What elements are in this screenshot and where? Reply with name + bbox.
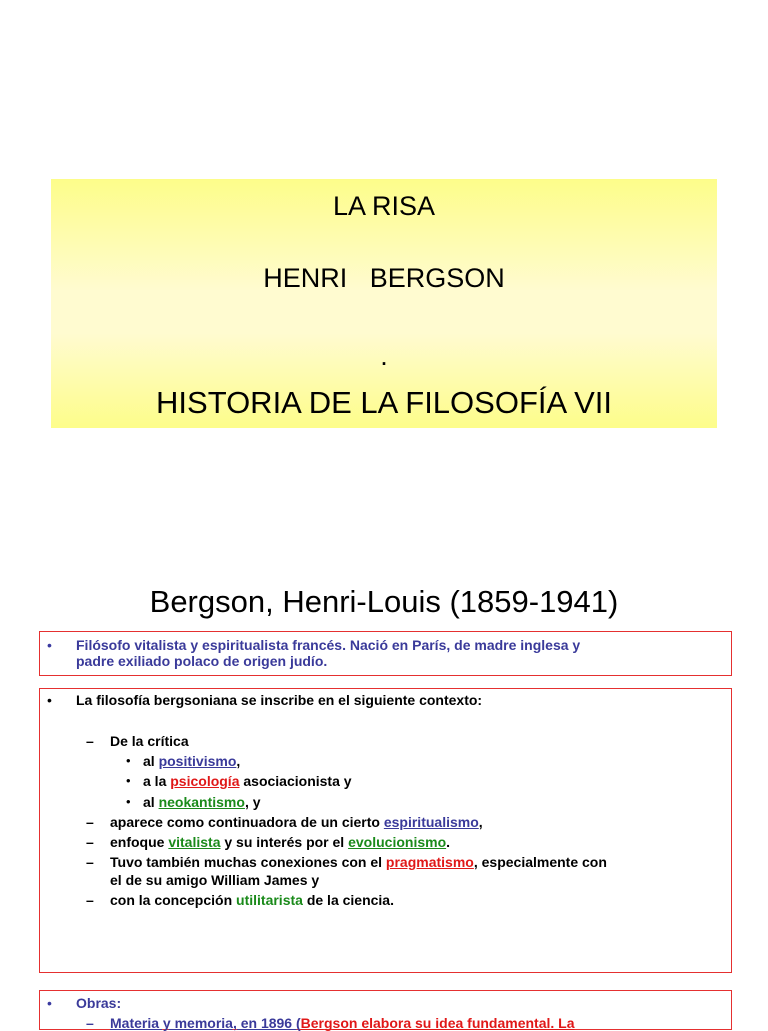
works-box: [39, 990, 732, 1030]
term-espiritualismo[interactable]: espiritualismo: [383, 814, 479, 830]
item-vitalista: enfoque vitalista y su interés por el evolucionismo.: [110, 834, 451, 850]
bullet-marker: •: [47, 995, 52, 1011]
item-pragmatismo: Tuvo también muchas conexiones con el pragmatismo, especialmente con: [110, 854, 607, 870]
dash-marker: –: [86, 892, 94, 908]
dash-marker: –: [86, 1015, 94, 1031]
bio-box: [39, 631, 732, 676]
dash-marker: –: [86, 854, 94, 870]
dash-marker: –: [86, 733, 94, 749]
term-psicologia[interactable]: psicología: [170, 773, 240, 789]
separator-dot: .: [380, 341, 388, 371]
course-title: HISTORIA DE LA FILOSOFÍA VII: [156, 385, 612, 420]
critica-label: De la crítica: [110, 733, 189, 749]
context-box: [39, 688, 732, 973]
dash-marker: –: [86, 814, 94, 830]
sub-item-positivismo: al positivismo,: [143, 753, 241, 769]
author-name: HENRI BERGSON: [263, 263, 505, 293]
bio-line-2: padre exiliado polaco de origen judío.: [76, 653, 328, 669]
bio-line-1: Filósofo vitalista y espiritualista francés. Nació en París, de madre inglesa y: [76, 637, 581, 653]
works-item-1: Materia y memoria, en 1896 (Bergson elabora su idea fundamental. La: [110, 1015, 575, 1031]
sub-bullet: •: [126, 753, 131, 768]
term-neokantismo[interactable]: neokantismo: [158, 794, 245, 810]
dash-marker: –: [86, 834, 94, 850]
slide2-heading: Bergson, Henri-Louis (1859-1941): [149, 584, 619, 619]
bullet-marker: •: [47, 637, 52, 653]
bullet-marker: •: [47, 692, 52, 708]
sub-item-psicologia: a la psicología asociacionista y: [143, 773, 352, 789]
works-label: Obras:: [76, 995, 122, 1011]
title-banner: [51, 179, 717, 428]
term-vitalista[interactable]: vitalista: [168, 834, 221, 850]
term-utilitarista: utilitarista: [236, 892, 303, 908]
sub-bullet: •: [126, 794, 131, 809]
item-pragmatismo-cont: el de su amigo William James y: [110, 872, 320, 888]
slide-title: LA RISA: [332, 191, 436, 221]
sub-item-neokantismo: al neokantismo, y: [143, 794, 261, 810]
item-utilitarista: con la concepción utilitarista de la ciencia.: [110, 892, 394, 908]
term-evolucionismo[interactable]: evolucionismo: [348, 834, 447, 850]
context-intro: La filosofía bergsoniana se inscribe en el siguiente contexto:: [76, 692, 483, 708]
sub-bullet: •: [126, 773, 131, 788]
term-pragmatismo[interactable]: pragmatismo: [385, 854, 474, 870]
term-positivismo[interactable]: positivismo: [158, 753, 237, 769]
item-espiritualismo: aparece como continuadora de un cierto espiritualismo,: [110, 814, 483, 830]
